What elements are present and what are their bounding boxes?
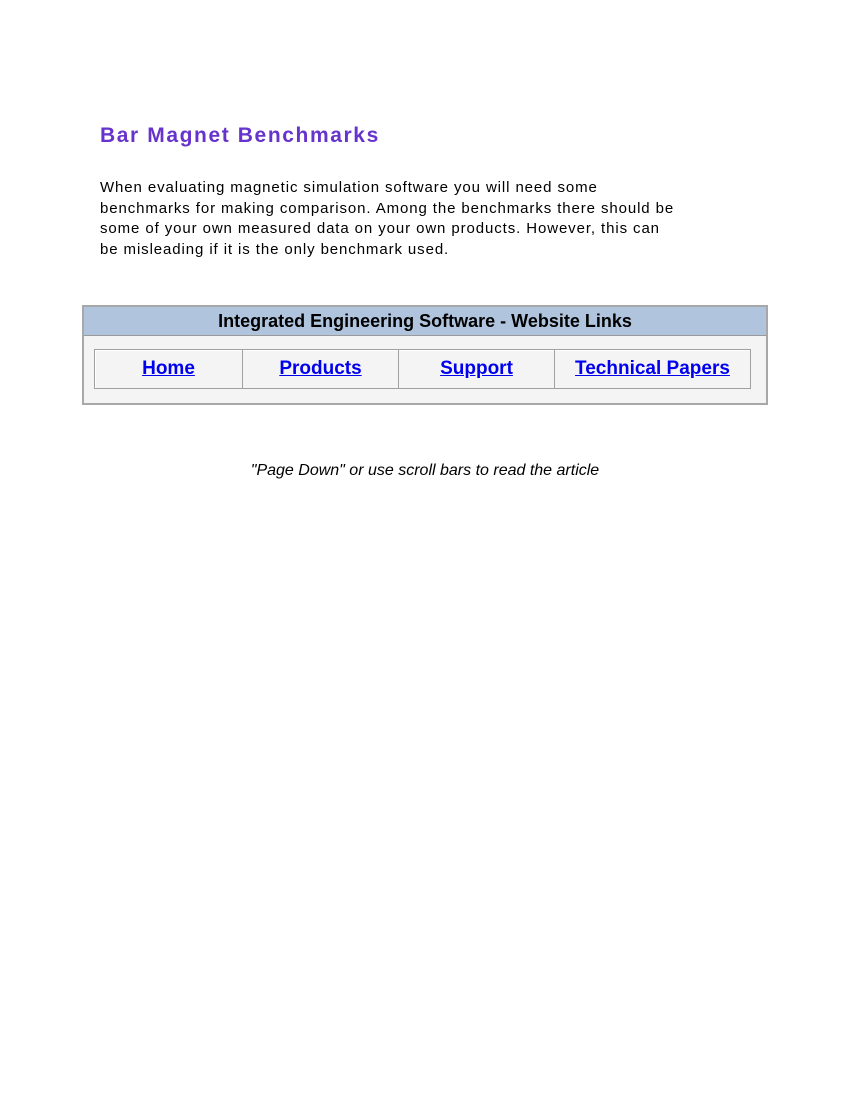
links-panel-header: Integrated Engineering Software - Website Links [84,307,766,336]
intro-line: benchmarks for making comparison. Among the benchmarks there should be [100,199,675,217]
link-cell-technical-papers [555,350,750,388]
intro-paragraph [100,178,760,260]
technical-papers-link[interactable]: Technical Papers [575,358,730,379]
website-links-panel [82,305,768,405]
products-link[interactable]: Products [279,358,362,379]
link-cell-products [243,350,399,388]
link-cell-home [95,350,243,388]
page-title: Bar Magnet Benchmarks [100,124,380,147]
support-link[interactable]: Support [440,358,513,379]
scroll-hint: "Page Down" or use scroll bars to read the article [250,462,600,479]
links-row [94,349,751,389]
intro-line: some of your own measured data on your own products. However, this can [100,220,660,237]
link-cell-support [399,350,555,388]
intro-line: be misleading if it is the only benchmark used. [100,240,450,258]
intro-line: When evaluating magnetic simulation software you will need some [100,179,598,196]
home-link[interactable]: Home [142,358,195,379]
